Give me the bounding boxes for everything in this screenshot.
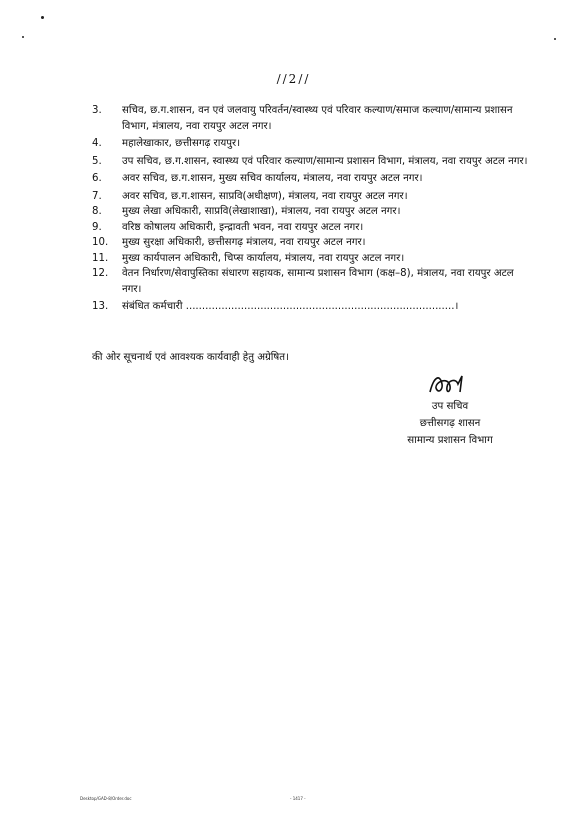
item-number: 9. — [92, 221, 102, 233]
signatory-department: सामान्य प्रशासन विभाग — [407, 435, 493, 446]
footer-page-code: - 1417 - — [290, 796, 306, 801]
signatory-government: छत्तीसगढ़ शासन — [419, 418, 481, 429]
page-number: //2// — [276, 72, 311, 86]
item-number: 5. — [92, 155, 102, 167]
list-item — [92, 171, 532, 187]
scan-dot-top — [41, 16, 44, 19]
item-number: 8. — [92, 206, 102, 217]
document-footer — [80, 796, 520, 806]
item-text: उप सचिव, छ.ग.शासन, स्वास्थ्य एवं परिवार कल्याण/सामान्य प्रशासन विभाग, मंत्रालय, नवा रायपुर अटल नगर। — [122, 155, 528, 167]
list-item — [92, 204, 532, 220]
list-item — [92, 136, 532, 152]
list-item — [92, 251, 532, 267]
item-number: 4. — [92, 138, 102, 149]
item-text: मुख्य लेखा अधिकारी, साप्रवि(लेखाशाखा), मंत्रालय, नवा रायपुर अटल नगर। — [122, 206, 401, 217]
scan-dot-left — [22, 36, 24, 38]
list-item — [92, 154, 532, 170]
list-item — [92, 189, 532, 205]
footer-file-path: Desktop/GAD-8/Order.doc — [80, 796, 132, 801]
distribution-list — [92, 103, 532, 315]
item-number: 12. — [92, 268, 109, 279]
item-text: अवर सचिव, छ.ग.शासन, साप्रवि(अधीक्षण), मंत्रालय, नवा रायपुर अटल नगर। — [122, 190, 408, 202]
item-number: 10. — [92, 237, 109, 248]
signature-block — [350, 370, 550, 449]
signatory-title: उप सचिव — [431, 401, 469, 412]
item-number: 6. — [92, 173, 102, 184]
list-item — [92, 235, 532, 251]
item-number: 13. — [92, 301, 109, 312]
item-text: महालेखाकार, छत्तीसगढ़ रायपुर। — [122, 138, 241, 149]
list-item — [92, 266, 532, 297]
list-item — [92, 220, 532, 236]
item-text: वेतन निर्धारण/सेवापुस्तिका संधारण सहायक, सामान्य प्रशासन विभाग (कक्ष–8), मंत्रालय, नवा रायपुर अटल नगर। — [122, 268, 514, 295]
list-item — [92, 103, 532, 134]
item-text: मुख्य सुरक्षा अधिकारी, छत्तीसगढ़ मंत्रालय, नवा रायपुर अटल नगर। — [122, 237, 366, 248]
item-text: सचिव, छ.ग.शासन, वन एवं जलवायु परिवर्तन/स्वास्थ्य एवं परिवार कल्याण/समाज कल्याण/सामान्य प्रशासन विभाग, मंत्रालय, नवा रायपुर अटल नगर। — [122, 105, 513, 132]
signature-image — [420, 370, 480, 398]
forwarding-note: की ओर सूचनार्थ एवं आवश्यक कार्यवाही हेतु अग्रेषित। — [92, 352, 289, 363]
item-number: 11. — [92, 252, 109, 264]
item-text: मुख्य कार्यपालन अधिकारी, चिप्स कार्यालय, मंत्रालय, नवा रायपुर अटल नगर। — [122, 252, 405, 264]
scan-dot-right — [554, 38, 556, 40]
item-text: अवर सचिव, छ.ग.शासन, मुख्य सचिव कार्यालय, मंत्रालय, नवा रायपुर अटल नगर। — [122, 173, 423, 184]
item-number: 7. — [92, 190, 102, 202]
item-text: संबंधित कर्मचारी ...................................................................................। — [122, 301, 459, 312]
list-item — [92, 299, 532, 315]
item-text: वरिष्ठ कोषालय अधिकारी, इन्द्रावती भवन, नवा रायपुर अटल नगर। — [122, 221, 364, 233]
item-number: 3. — [92, 105, 102, 116]
